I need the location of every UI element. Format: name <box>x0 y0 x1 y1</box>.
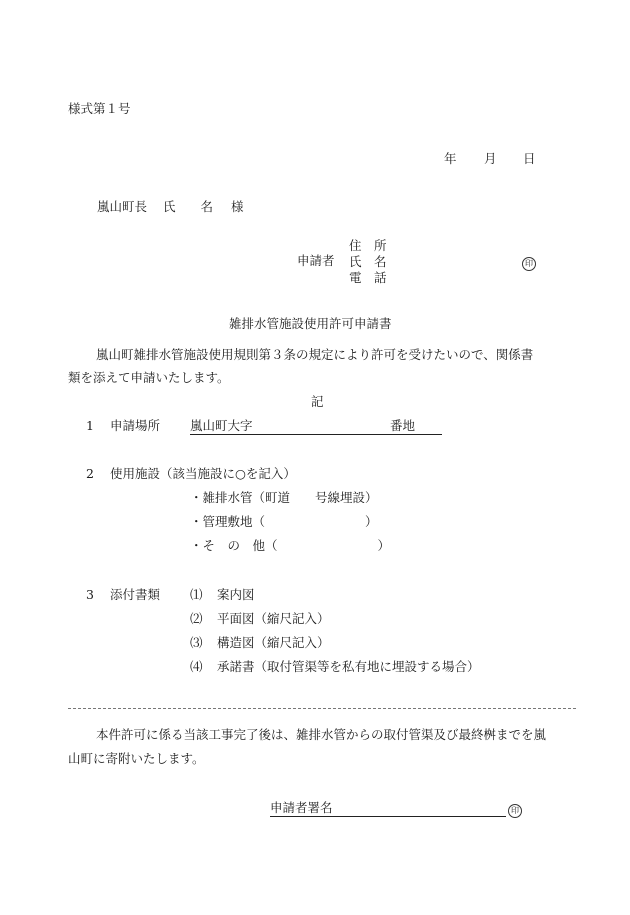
intro-line-2: 類を添えて申請いたします。 <box>68 370 230 385</box>
addressee-name-label: 氏 名 <box>163 199 214 214</box>
addressee-title: 嵐山町長 <box>97 199 148 214</box>
consent-line-2: 山町に寄附いたします。 <box>68 751 205 766</box>
attachment-mark-3: ⑶ <box>190 635 203 650</box>
applicant-name-label: 氏 名 <box>349 254 387 269</box>
attachment-text-1: 案内図 <box>217 587 255 602</box>
attachment-mark-2: ⑵ <box>190 611 203 626</box>
facility-option-drain-pipe: ・雑排水管（町道 号線埋設） <box>190 490 378 505</box>
item2-number: 2 <box>86 466 94 481</box>
date-day-label: 日 <box>523 151 536 166</box>
facility-option-other: ・そ の 他（ ） <box>190 538 391 553</box>
signature-label: 申請者署名 <box>270 800 333 815</box>
applicant-seal-mark: 印 <box>522 257 536 271</box>
applicant-signature-field[interactable] <box>270 800 506 817</box>
attachment-mark-4: ⑷ <box>190 659 203 674</box>
item1-number: 1 <box>86 418 94 433</box>
application-place-prefix: 嵐山町大字 <box>190 418 253 433</box>
signature-seal-mark: 印 <box>508 804 522 818</box>
item3-number: 3 <box>86 587 94 602</box>
item1-label: 申請場所 <box>110 418 161 433</box>
date-month-label: 月 <box>484 151 497 166</box>
date-year-label: 年 <box>444 151 457 166</box>
form-number: 様式第１号 <box>68 101 131 116</box>
item3-label: 添付書類 <box>110 587 161 602</box>
applicant-fields <box>349 238 387 286</box>
document-title: 雑排水管施設使用許可申請書 <box>229 316 392 331</box>
dashed-divider <box>68 708 576 709</box>
intro-line-1: 嵐山町雑排水管施設使用規則第３条の規定により許可を受けたいので、関係書 <box>96 347 534 362</box>
application-lot-suffix: 番地 <box>390 418 416 433</box>
applicant-address-label: 住 所 <box>349 238 387 253</box>
attachment-mark-1: ⑴ <box>190 587 203 602</box>
addressee-honorific: 様 <box>231 199 244 214</box>
attachment-text-3: 構造図（縮尺記入） <box>217 635 330 650</box>
ki-heading: 記 <box>311 394 324 409</box>
attachment-text-4: 承諾書（取付管渠等を私有地に埋設する場合） <box>217 659 480 674</box>
applicant-label: 申請者 <box>297 253 335 268</box>
item2-label: 使用施設（該当施設に○を記入） <box>110 466 296 481</box>
facility-option-managed-land: ・管理敷地（ ） <box>190 514 378 529</box>
applicant-phone-label: 電 話 <box>349 270 387 285</box>
attachment-text-2: 平面図（縮尺記入） <box>217 611 330 626</box>
application-place-field[interactable] <box>190 418 442 435</box>
consent-line-1: 本件許可に係る当該工事完了後は、雑排水管からの取付管渠及び最終桝までを嵐 <box>96 727 547 742</box>
